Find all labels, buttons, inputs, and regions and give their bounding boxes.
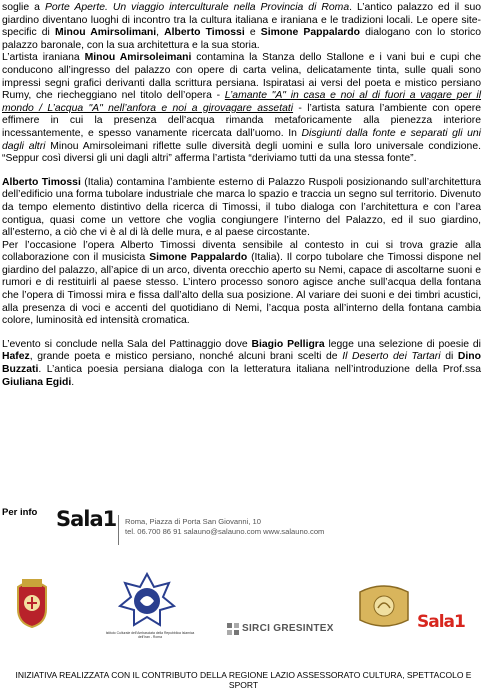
iran-cultural-institute-logo xyxy=(118,572,176,630)
iran-institute-caption: Istituto Culturale dell’Ambasciata della Repubblica Islamica dell’Iran - Roma xyxy=(105,631,195,640)
bold-name: Dino Buzzati xyxy=(2,351,481,376)
text-run: (Italia) contamina l’ambiente esterno di Palazzo Ruspoli posizionando sull’architettura dell’edificio una forma tubolare industriale che marca lo spazio e traccia un segno sul territorio. Divenuto da tempo elemento distintivo della ricerca di Timossi, il tubo dialoga con l’architettura e con l’area contigua, quasi come un vettore che voglia congiungere l’interno del Palazzo, ed il suo giardino, all’esterno, a ciò che vi è al di là delle mura, e al paese circostante. xyxy=(2,176,481,239)
italic-title: Porte Aperte. Un viaggio interculturale nella Provincia di Roma xyxy=(44,2,350,13)
italic-title: L’amante "A" in casa e noi al di fuori a vagare per il mondo / L’acqua "A" nell’anfora e noi a girovagare assetati xyxy=(2,90,482,114)
text-run: L’artista iraniana xyxy=(2,52,85,64)
text-run: soglie a xyxy=(2,2,45,13)
bold-name: Alberto Timossi xyxy=(2,176,81,188)
text-run: contamina la Stanza dello Stallone e i vani bui e cupi che conducono all’ingresso del palazzo con opere di carta velina, delicatamente tinta, sulle quali sono impressi segni grafici derivanti dalla scrittura persiana. Ispiratasi ai versi del poeta e mistico persiano Rumy, che riecheggiano nel titolo dell’opera - xyxy=(2,52,481,102)
sirci-mark-icon xyxy=(227,623,239,635)
paragraph xyxy=(2,177,481,240)
bold-name: Alberto Timossi xyxy=(164,27,245,39)
paragraph-gap xyxy=(2,166,481,177)
text-run: . xyxy=(71,376,75,388)
body-text xyxy=(2,2,481,389)
text-run: (Italia). Il corpo tubolare che Timossi dispone nel giardino del palazzo, all’apice di un arco, diventa orecchio aperto su Nemi, capace di ascoltarne suoni e rumori e di restituirli al paese stesso. L’intero processo sonoro agisce anche sull’acqua della fontana che l’opera di Timossi mira e fissa dall’alto della sua posizione. Al variare dei suoni e dei timbri acustici, alla presenza di voci e accenti del quotidiano di Nemi, l’acqua posta all’interno della fontana cambia colore, luminosità ed intensità cromatica. xyxy=(2,252,481,327)
italic-title: Il Deserto dei Tartari xyxy=(342,351,441,363)
bold-name: Hafez xyxy=(2,351,30,363)
paragraph xyxy=(2,2,481,52)
bold-name: Giuliana Egidi xyxy=(2,376,72,388)
paragraph xyxy=(2,339,481,389)
address-line: Roma, Piazza di Porta San Giovanni, 10 xyxy=(125,517,261,526)
text-run: L’evento si conclude nella Sala del Pattinaggio dove xyxy=(2,338,252,350)
text-run: e xyxy=(244,27,261,39)
text-run: legge una selezione di poesie di xyxy=(324,338,481,350)
bold-name: Minou Amirsolimani xyxy=(54,27,157,39)
paragraph xyxy=(2,240,481,328)
contact-line: tel. 06.700 86 91 salauno@salauno.com www.salauno.com xyxy=(125,527,325,536)
text-run: dialogano con lo storico palazzo baronale, con la sua architettura e la sua storia. xyxy=(2,27,481,51)
sala1-address xyxy=(125,517,324,537)
footer-credit: INIZIATIVA REALIZZATA CON IL CONTRIBUTO DELLA REGIONE LAZIO ASSESSORATO CULTURA, SPETTACOLO E SPORT xyxy=(15,670,472,690)
text-run: Minou Amirsoleimani riflette sulle diversità degli uomini e sulla loro universale condizione. “Seppur così diversi gli uni dagli altri” afferma l’artista “deriviamo tutti da una stessa fonte”. xyxy=(2,140,481,165)
paragraph-gap xyxy=(2,328,481,339)
info-block xyxy=(2,505,480,550)
sala1-logo: Sala1 xyxy=(56,507,117,531)
bold-name: Minou Amirsoleimani xyxy=(84,52,192,64)
text-run: . L’antica poesia persiana dialoga con la letteratura italiana nell’introduzione della Prof.ssa xyxy=(38,364,481,376)
text-run: , grande poeta e mistico persiano, nonché alcuni brani scelti de xyxy=(29,351,343,363)
logo-divider xyxy=(118,515,119,545)
text-run: di xyxy=(440,351,458,363)
paragraph xyxy=(2,52,481,165)
sala1-sponsor-logo: Sala1 xyxy=(417,612,465,632)
bold-name: Biagio Pelligra xyxy=(251,338,325,350)
italic-title: Disgiunti dalla fonte e separati gli uni dagli altri xyxy=(2,127,481,152)
ornamental-plaque-logo xyxy=(356,584,412,630)
sirci-name: SIRCI GRESINTEX xyxy=(242,622,334,634)
text-run: - l’artista satura l’ambiente con opere effimere in cui la presenza dell’acqua rimanda metaforicamente alla pienezza interiore incessantemente, e spesso vanamente ricercata dall’uomo. In xyxy=(2,102,481,139)
bold-name: Simone Pappalardo xyxy=(260,27,360,39)
text-run: Per l’occasione l’opera Alberto Timossi diventa sensibile al contesto in cui si trova grazie alla collaborazione con il musicista xyxy=(2,239,481,264)
bold-name: Simone Pappalardo xyxy=(149,252,248,264)
text-run: , xyxy=(156,27,165,39)
coat-of-arms-logo xyxy=(14,575,50,629)
text-run: . L’antico palazzo ed il suo giardino diventano luoghi di incontro tra la cultura italiana e iraniana e le tradizioni locali. Le opere site-specific di xyxy=(2,2,481,39)
sirci-gresintex-logo xyxy=(227,622,334,636)
sponsor-logos xyxy=(0,572,487,644)
info-label: Per info xyxy=(2,507,38,518)
